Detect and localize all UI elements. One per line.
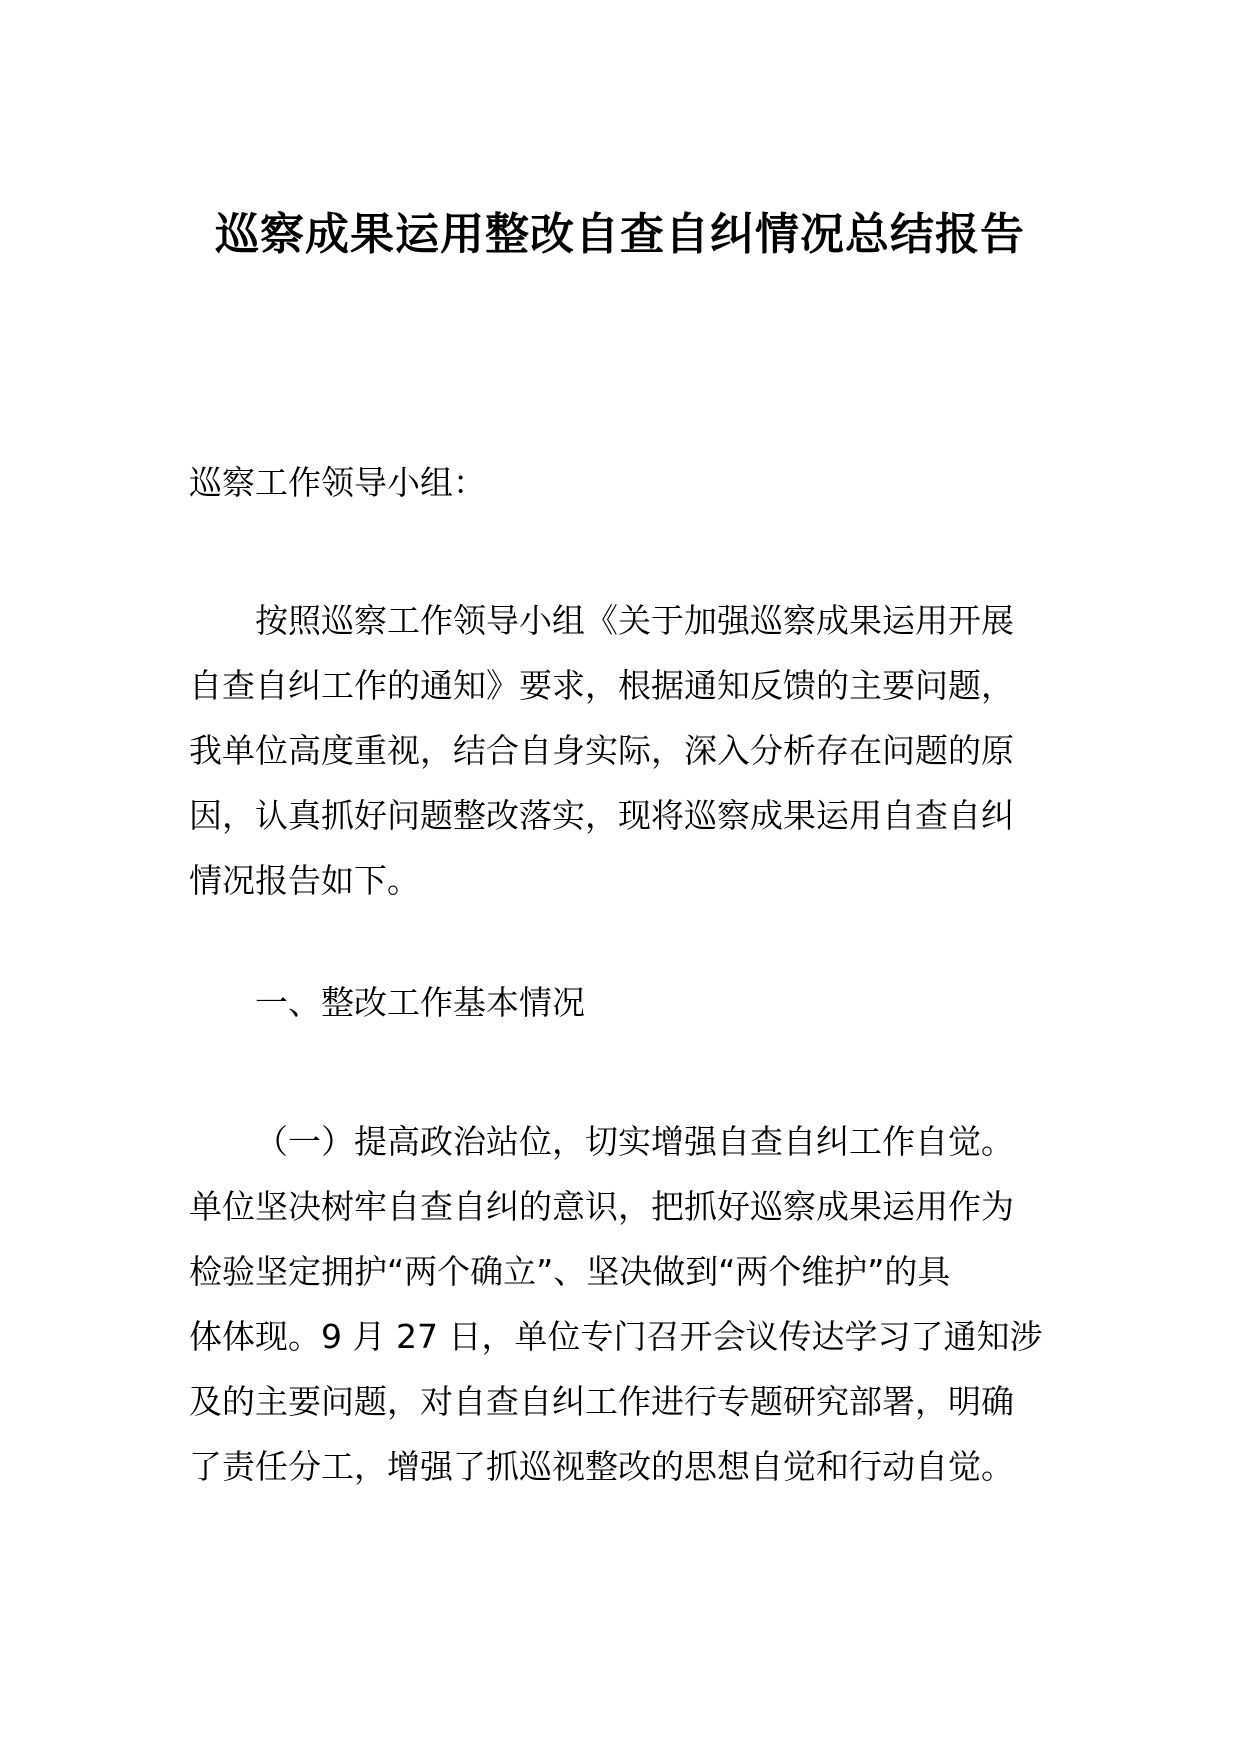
paragraph-line: 单位坚决树牢自查自纠的意识，把抓好巡察成果运用作为 xyxy=(189,1187,1014,1226)
paragraph-line: 自查自纠工作的通知》要求，根据通知反馈的主要问题， xyxy=(189,666,1014,705)
paragraph-line: 了责任分工，增强了抓巡视整改的思想自觉和行动自觉。 xyxy=(189,1447,1014,1486)
paragraph-line: 及的主要问题，对自查自纠工作进行专题研究部署，明确 xyxy=(189,1382,1014,1421)
paragraph-section-one xyxy=(189,1109,1059,1499)
document-title: 巡察成果运用整改自查自纠情况总结报告 xyxy=(215,209,1025,260)
paragraph-line: 检验坚定拥护“两个确立”、坚决做到“两个维护”的具 xyxy=(189,1252,951,1291)
paragraph-line: 因，认真抓好问题整改落实，现将巡察成果运用自查自纠 xyxy=(189,796,1014,835)
paragraph-line: 体体现。9 月 27 日，单位专门召开会议传达学习了通知涉 xyxy=(189,1317,1043,1356)
section-heading: 一、整改工作基本情况 xyxy=(255,983,585,1022)
paragraph-line: 按照巡察工作领导小组《关于加强巡察成果运用开展 xyxy=(255,601,1014,640)
paragraph-intro xyxy=(189,588,1059,913)
paragraph-line: 我单位高度重视，结合自身实际，深入分析存在问题的原 xyxy=(189,731,1014,770)
salutation: 巡察工作领导小组： xyxy=(189,463,486,502)
paragraph-line: 情况报告如下。 xyxy=(189,861,420,900)
section-heading-block xyxy=(189,970,1059,1035)
paragraph-line: （一）提高政治站位，切实增强自查自纠工作自觉。 xyxy=(255,1122,1014,1161)
